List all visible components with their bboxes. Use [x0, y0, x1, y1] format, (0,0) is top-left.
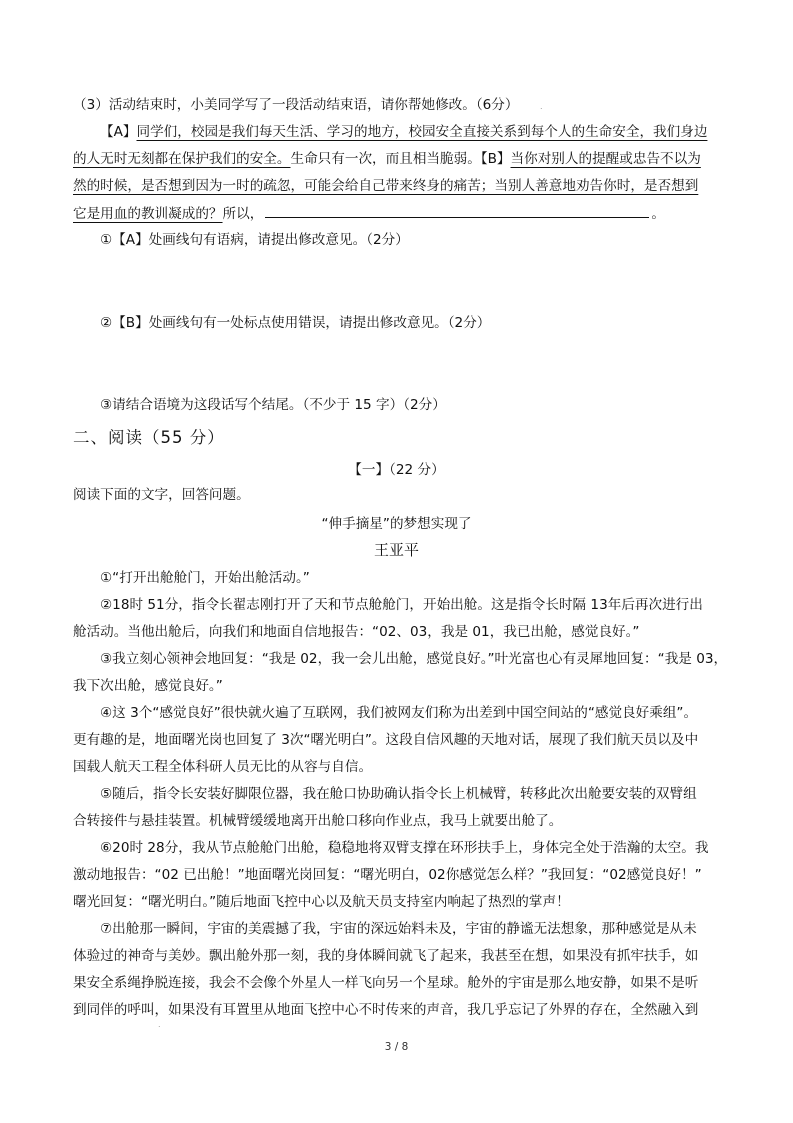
passage-b-underlined-1: 当你对别人的提醒或忠告不以为: [510, 151, 701, 167]
article-line: 果安全系绳挣脱连接，我会不会像个外星人一样飞向另一个星球。舱外的宇宙是那么地安静，如果不是听: [73, 975, 699, 991]
passage-ending-suffix: 。: [651, 206, 665, 222]
article-line: 曙光回复：“曙光明白。”随后地面飞控中心以及航天员支持室内响起了热烈的掌声！: [73, 894, 570, 910]
passage-a-tag: 【A】: [100, 124, 137, 140]
article-line: 激动地报告：“02 已出舱！”地面曙光岗回复：“曙光明白，02你感觉怎么样？”我回复：“02感觉良好！”: [73, 867, 702, 883]
part-heading: 【一】（22 分）: [348, 462, 445, 478]
passage-line-4: [73, 203, 665, 224]
passage-b-underlined-2: 然的时候，是否想到因为一时的疏忽，可能会给自己带来终身的痛苦；当别人善意地劝告你时，是否想到: [73, 178, 699, 194]
passage-b-tag: 【B】: [480, 151, 511, 167]
passage-middle-sentence: 生命只有一次，而且相当脆弱。: [290, 151, 481, 167]
article-line: ②18时 51分，指令长翟志刚打开了天和节点舱舱门，开始出舱。这是指令长时隔 13年后再次进行出: [100, 597, 703, 613]
sub-question-3: ③请结合语境为这段话写个结尾。（不少于 15 字）（2分）: [100, 397, 446, 413]
passage-line-3: [73, 176, 698, 196]
passage-a-underlined-1: 同学们，校园是我们每天生活、学习的地方，校园安全直接关系到每个人的生命安全，我们身边: [136, 124, 708, 140]
article-line: ⑤随后，指令长安装好脚限位器，我在舱口协助确认指令长上机械臂，转移此次出舱要安装的双臂组: [100, 786, 697, 802]
passage-line-2: [73, 149, 701, 169]
article-line: 舱活动。当他出舱后，向我们和地面自信地报告：“02、03，我是 01，我已出舱，感觉良好。”: [73, 624, 640, 640]
article-line: 我下次出舱，感觉良好。”: [73, 678, 223, 694]
article-line: 合转接件与悬挂装置。机械臂缓缓地离开出舱口移向作业点，我马上就要出舱了。: [73, 813, 563, 829]
article-line: 到同伴的呼叫，如果没有耳置里从地面飞控中心不时传来的声音，我几乎忘记了外界的存在，全然融入到: [73, 1002, 699, 1018]
article-line: ⑥20时 28分，我从节点舱舱门出舱，稳稳地将双臂支撑在环形扶手上，身体完全处于浩瀚的太空。我: [100, 840, 709, 856]
answer-blank-line[interactable]: [265, 203, 649, 218]
page-number: 3 / 8: [384, 1041, 409, 1053]
article-line: ③我立刻心领神会地回复：“我是 02，我一会儿出舱，感觉良好。”叶光富也心有灵犀地回复：“我是 03，: [100, 651, 728, 667]
article-line: 更有趣的是，地面曙光岗也回复了 3次“曙光明白”。这段自信风趣的天地对话，展现了我们航天员以及中: [73, 732, 699, 748]
passage-a-underlined-2: 的人无时无刻都在保护我们的安全。: [73, 151, 291, 167]
section-heading-reading: 二、阅读（55 分）: [73, 428, 225, 447]
article-line: 体验过的神奇与美妙。飘出舱外那一刻，我的身体瞬间就飞了起来，我甚至在想，如果没有抓牢扶手，如: [73, 948, 699, 964]
article-author: 王亚平: [373, 541, 419, 559]
reading-instruction: 阅读下面的文字，回答问题。: [73, 487, 250, 503]
document-page: （3）活动结束时，小美同学写了一段活动结束语，请你帮她修改。（6分） . 【A】同学们，校园是我们每天生活、学习的地方，校园安全直接关系到每个人的生命安全，我们身边 的人无时无刻都在保护我们的安全。生命只有一次，而且相当脆弱。【B】当你对别人的提醒或忠告不以为 然的时候，是否想到因为一时的疏忽，可能会给自己带来终身的痛苦；当别人善意地劝告你时，是否想到 它是用血的教训凝成的？所以， 。 ①【A】处画线句有语病，请提出修改意见。（2分） ②【B】处画线句有一处标点使用错误，请提出修改意见。（2分） ③请结合语境为这段话写个结尾。（不少于 15 字）（2分） 二、阅读（55 分） 【一】（22 分） 阅读下面的文字，回答问题。 “伸手摘星”的梦想实现了 王亚平 ①“打开出舱舱门，开始出舱活动。” ②18时 51分，指令长翟志刚打开了天和节点舱舱门，开始出舱。这是指令长时隔 13年后再次进行出 舱活动。当他出舱后，向我们和地面自信地报告：“02、03，我是 01，我已出舱，感觉良好。” ③我立刻心领神会地回复：“我是 02，我一会儿出舱，感觉良好。”叶光富也心有灵犀地回复：“我是 03， 我下次出舱，感觉良好。” ④这 3个“感觉良好”很快就火遍了互联网，我们被网友们称为出差到中国空间站的“感觉良好乘组”。 更有趣的是，地面曙光岗也回复了 3次“曙光明白”。这段自信风趣的天地对话，展现了我们航天员以及中 国载人航天工程全体科研人员无比的从容与自信。 ⑤随后，指令长安装好脚限位器，我在舱口协助确认指令长上机械臂，转移此次出舱要安装的双臂组 合转接件与悬挂装置。机械臂缓缓地离开出舱口移向作业点，我马上就要出舱了。 ⑥20时 28分，我从节点舱舱门出舱，稳稳地将双臂支撑在环形扶手上，身体完全处于浩瀚的太空。我 激动地报告：“02 已出舱！”地面曙光岗回复：“曙光明白，02你感觉怎么样？”我回复：“02感觉良好！” 曙光回复：“曙光明白。”随后地面飞控中心以及航天员支持室内响起了热烈的掌声！ ⑦出舱那一瞬间，宇宙的美震撼了我，宇宙的深远始料未及，宇宙的静谧无法想象，那种感觉是从未 体验过的神奇与美妙。飘出舱外那一刻，我的身体瞬间就飞了起来，我甚至在想，如果没有抓牢扶手，如 果安全系绳挣脱连接，我会不会像个外星人一样飞向另一个星球。舱外的宇宙是那么地安静，如果不是听 到同伴的呼叫，如果没有耳置里从地面飞控中心不时传来的声音，我几乎忘记了外界的存在，全然融入到 . 3 / 8: [0, 0, 793, 1123]
article-line: ④这 3个“感觉良好”很快就火遍了互联网，我们被网友们称为出差到中国空间站的“感觉良好乘组”。: [100, 705, 698, 721]
question-3-intro: （3）活动结束时，小美同学写了一段活动结束语，请你帮她修改。（6分）: [73, 97, 519, 113]
passage-line-1: [100, 122, 707, 142]
passage-ending-prefix: 所以，: [222, 206, 264, 222]
article-line: ①“打开出舱舱门，开始出舱活动。”: [100, 570, 310, 586]
article-title: “伸手摘星”的梦想实现了: [321, 516, 472, 532]
passage-b-underlined-3: 它是用血的教训凝成的？: [73, 206, 223, 222]
article-line: ⑦出舱那一瞬间，宇宙的美震撼了我，宇宙的深远始料未及，宇宙的静谧无法想象，那种感觉是从未: [100, 921, 697, 937]
article-line: 国载人航天工程全体科研人员无比的从容与自信。: [73, 759, 373, 775]
sub-question-1: ①【A】处画线句有语病，请提出修改意见。（2分）: [100, 232, 409, 248]
sub-question-2: ②【B】处画线句有一处标点使用错误，请提出修改意见。（2分）: [100, 315, 491, 331]
